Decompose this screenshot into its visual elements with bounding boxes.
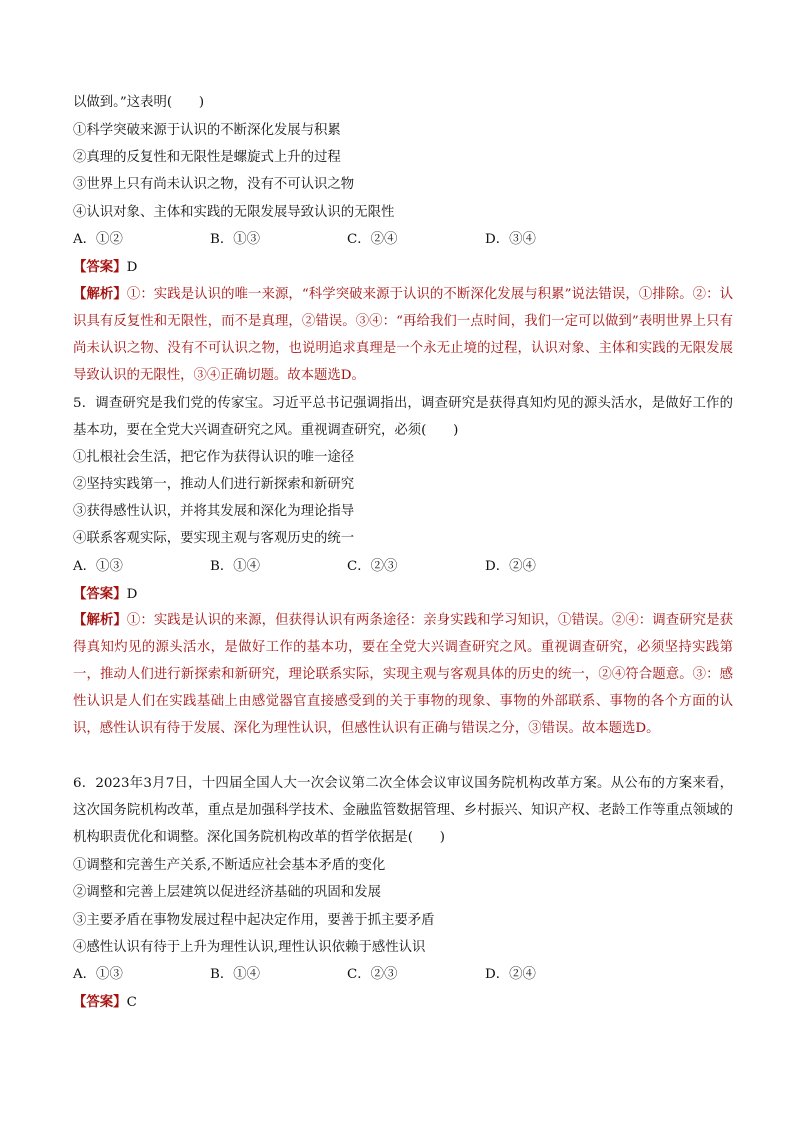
answer-label: 【答案】: [73, 259, 127, 275]
q6-item-3: ③主要矛盾在事物发展过程中起决定作用，要善于抓主要矛盾: [73, 913, 435, 928]
q4-item-3: ③世界上只有尚未认识之物，没有不可认识之物: [73, 177, 355, 192]
analysis-text: ①：实践是认识的唯一来源，“科学突破来源于认识的不断深化发展与积累”说法错误，①排除。②：认识具有反复性和无限性，而不是真理，②错误。③④：“再给我们一点时间，我们一定可以做到”表明世界上只有尚未认识之物、没有不可认识之物，也说明追求真理是一个永无止境的过程，认识对象、主体和实践的无限发展导致认识的无限性，③④正确切题。故本题选D。: [73, 287, 733, 383]
q6-item-1: ①调整和完善生产关系,不断适应社会基本矛盾的变化: [73, 858, 386, 873]
q5-item-4: ④联系客观实际，要实现主观与客观历史的统一: [73, 531, 355, 546]
analysis-label: 【解析】: [73, 286, 127, 302]
q5-answer: [73, 585, 137, 604]
analysis-label: 【解析】: [73, 612, 127, 628]
q5-choice-c: C．②③: [347, 559, 398, 574]
answer-label: 【答案】: [73, 586, 127, 602]
q6-stem: 6．2023年3月7日，十四届全国人大一次会议第二次全体会议审议国务院机构改革方案。从公布的方案来看，这次国务院机构改革，重点是加强科学技术、金融监管数据管理、乡村振兴、知识产权、老龄工作等重点领域的机构职责优化和调整。深化国务院机构改革的哲学依据是( ): [73, 776, 733, 845]
q6-choice-c: C．②③: [347, 967, 398, 982]
q4-stem-tail: 以做到。”这表明( ): [73, 95, 205, 110]
q4-analysis: [73, 281, 733, 389]
analysis-text: ①：实践是认识的来源，但获得认识有两条途径：亲身实践和学习知识，①错误。②④：调查研究是获得真知灼见的源头活水，是做好工作的基本功，要在全党大兴调查研究之风。重视调查研究，必须坚持实践第一，推动人们进行新探索和新研究，理论联系实际，实现主观与客观具体的历史的统一，②④符合题意。③：感性认识是人们在实践基础上由感觉器官直接感受到的关于事物的现象、事物的外部联系、事物的各个方面的认识，感性认识有待于发展、深化为理性认识，但感性认识有正确与错误之分，③错误。故本题选D。: [73, 613, 734, 736]
answer-value: C: [126, 995, 137, 1010]
q6-item-2: ②调整和完善上层建筑以促进经济基础的巩固和发展: [73, 885, 381, 900]
q5-item-2: ②坚持实践第一，推动人们进行新探索和新研究: [73, 477, 355, 492]
q5-item-1: ①扎根社会生活，把它作为获得认识的唯一途径: [73, 450, 355, 465]
q5-stem: 5．调查研究是我们党的传家宝。习近平总书记强调指出，调查研究是获得真知灼见的源头活水，是做好工作的基本功，要在全党大兴调查研究之风。重视调查研究，必须( ): [73, 396, 733, 438]
q6-item-4: ④感性认识有待于上升为理性认识,理性认识依赖于感性认识: [73, 940, 426, 955]
answer-value: D: [126, 587, 138, 602]
q5-choice-a: A．①③: [73, 559, 123, 574]
q5-choice-d: D．②④: [485, 559, 536, 574]
q4-choice-b: B．①③: [210, 232, 261, 247]
q4-item-2: ②真理的反复性和无限性是螺旋式上升的过程: [73, 150, 341, 165]
answer-value: D: [126, 260, 138, 275]
q6-choice-d: D．②④: [485, 967, 536, 982]
q6-choice-a: A．①③: [73, 967, 123, 982]
q5-item-3: ③获得感性认识，并将其发展和深化为理论指导: [73, 504, 355, 519]
q5-analysis: [73, 607, 733, 742]
q5-choice-b: B．①④: [210, 559, 261, 574]
answer-label: 【答案】: [73, 994, 127, 1010]
q4-item-4: ④认识对象、主体和实践的无限发展导致认识的无限性: [73, 205, 395, 220]
q4-answer: [73, 258, 137, 277]
q4-choice-d: D．③④: [485, 232, 536, 247]
q4-item-1: ①科学突破来源于认识的不断深化发展与积累: [73, 123, 341, 138]
q6-choice-b: B．①④: [210, 967, 261, 982]
q4-choice-a: A．①②: [73, 232, 123, 247]
q6-answer: [73, 993, 137, 1012]
q4-choice-c: C．②④: [347, 232, 398, 247]
